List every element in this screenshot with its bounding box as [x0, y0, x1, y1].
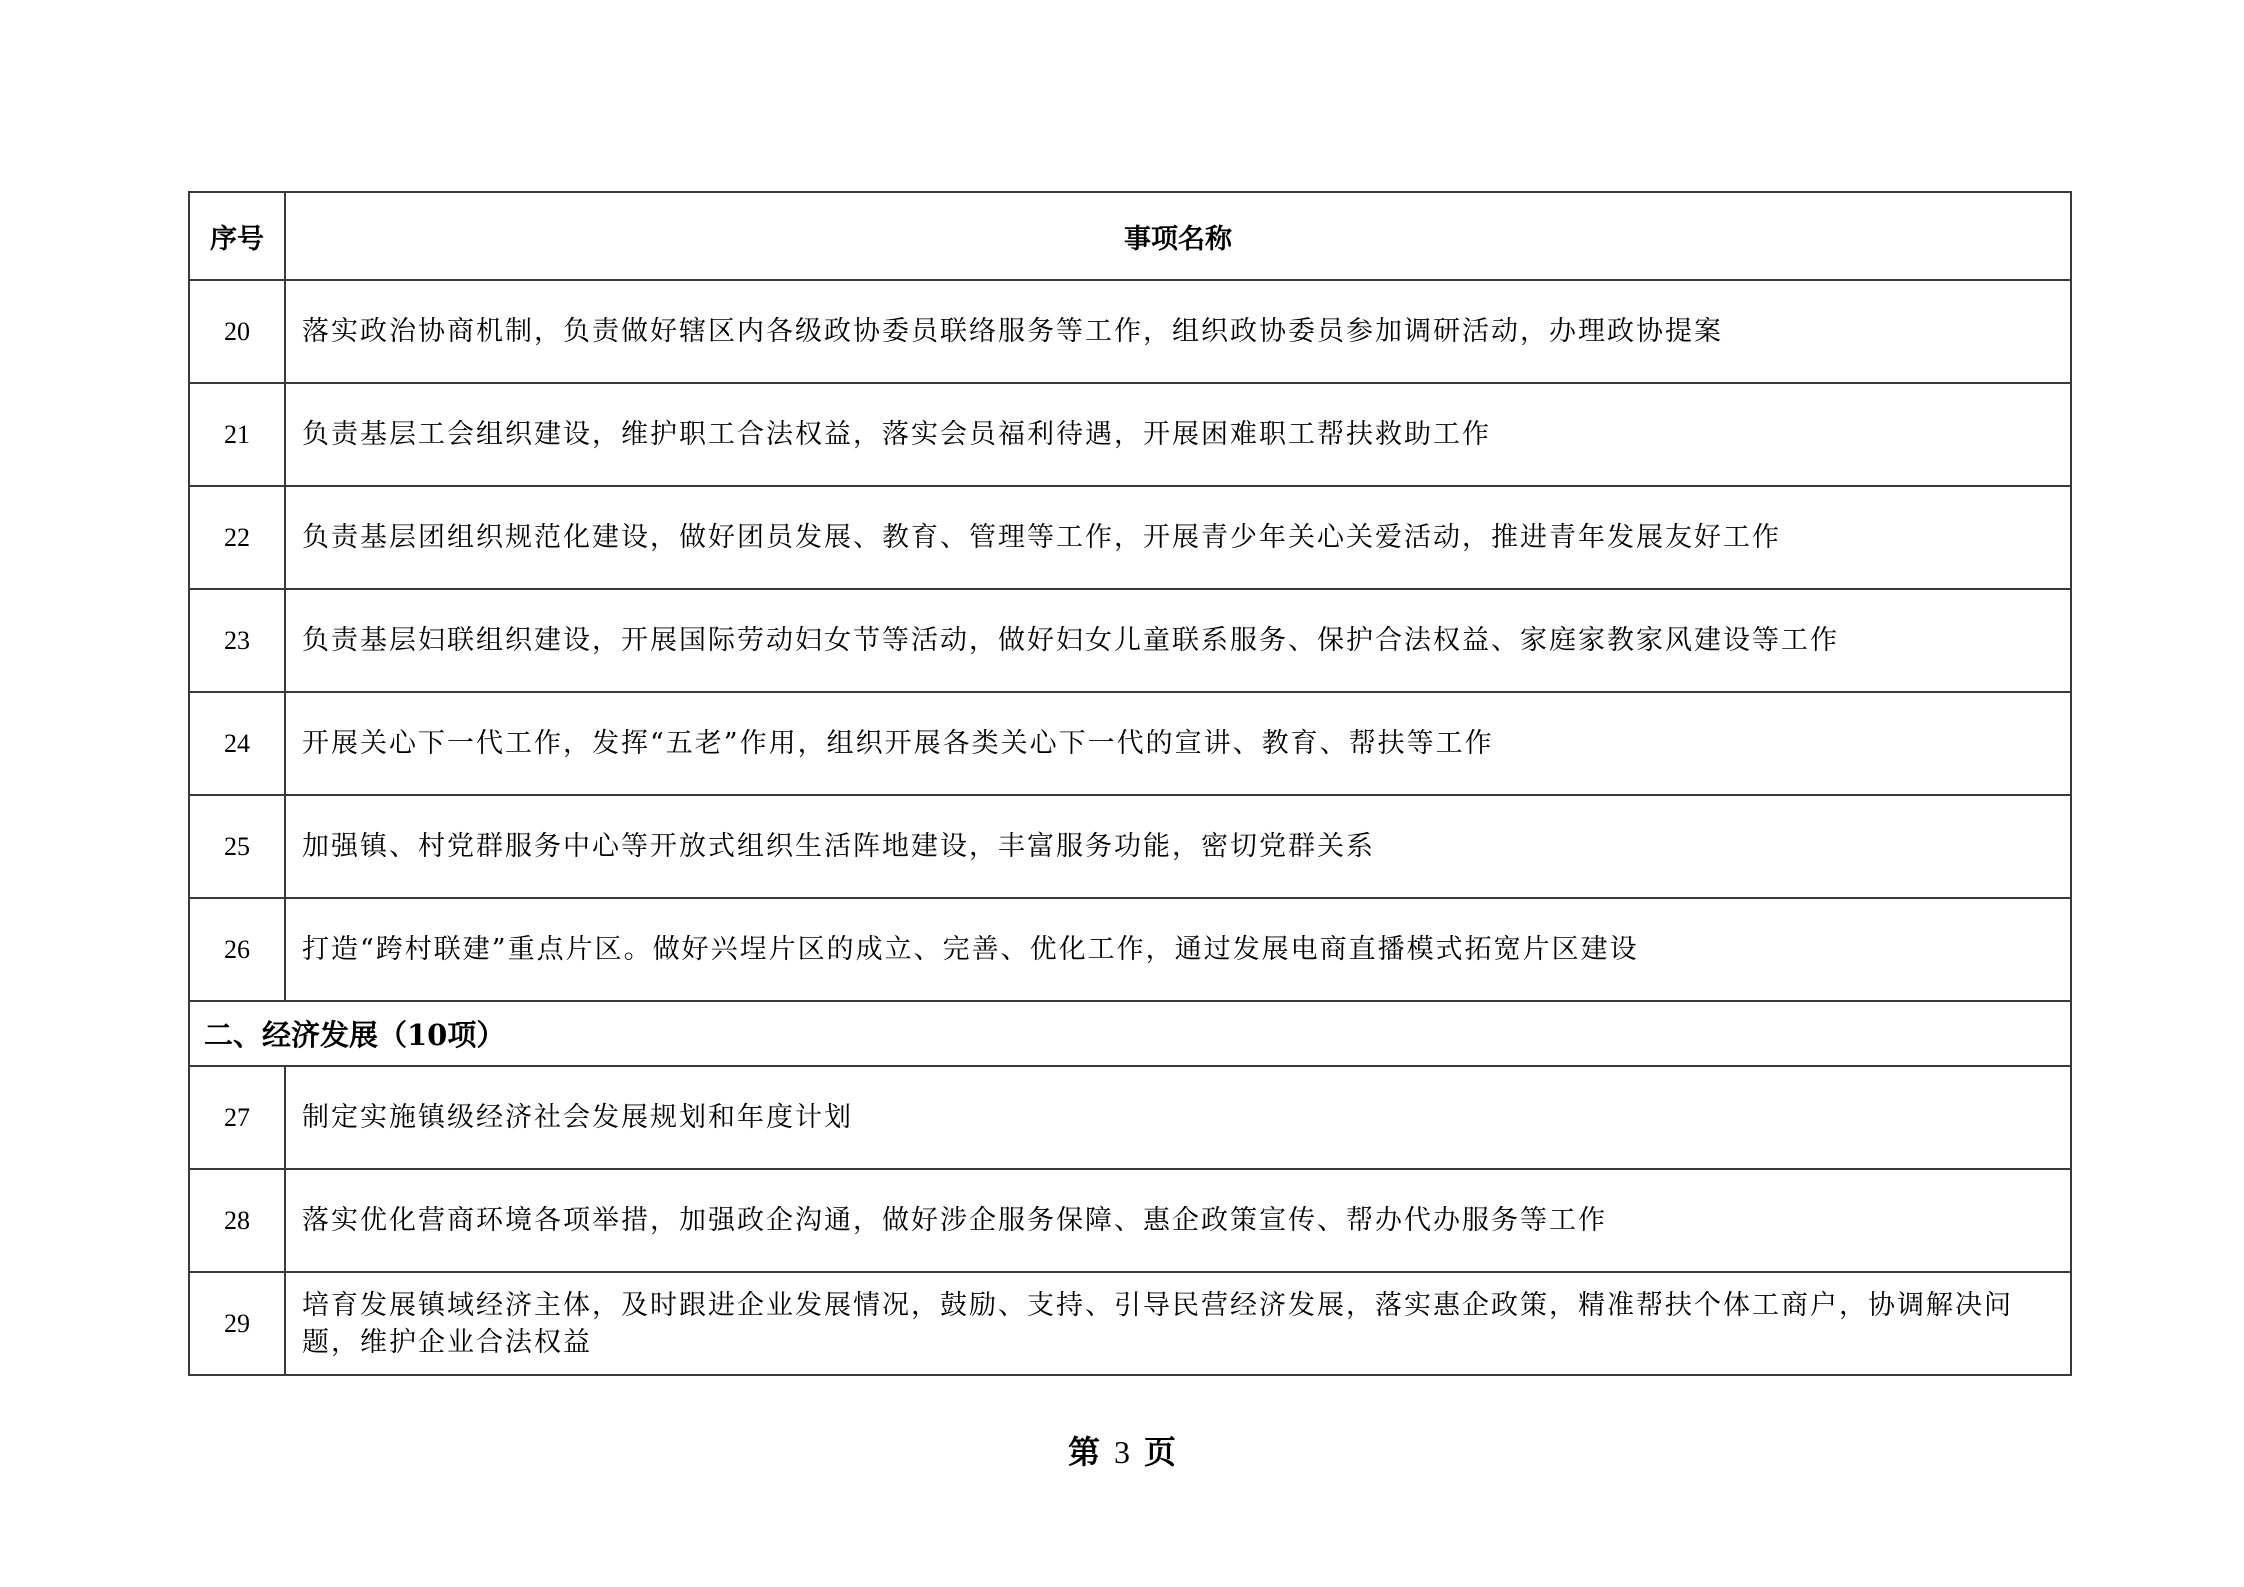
table-row: [189, 795, 2071, 898]
table-row: [189, 1169, 2071, 1272]
row-seq: 22: [189, 486, 285, 589]
page-number-prefix: 第: [1067, 1433, 1100, 1471]
row-matter-name: 制定实施镇级经济社会发展规划和年度计划: [285, 1066, 2071, 1169]
section-heading-row: [189, 1001, 2071, 1066]
row-seq: 27: [189, 1066, 285, 1169]
table-row: [189, 692, 2071, 795]
row-matter-name: 负责基层团组织规范化建设，做好团员发展、教育、管理等工作，开展青少年关心关爱活动，推进青年发展友好工作: [285, 486, 2071, 589]
row-matter-name: 负责基层妇联组织建设，开展国际劳动妇女节等活动，做好妇女儿童联系服务、保护合法权益、家庭家教家风建设等工作: [285, 589, 2071, 692]
page-number-suffix: 页: [1144, 1433, 1177, 1471]
table-row: [189, 383, 2071, 486]
header-seq: 序号: [189, 192, 285, 280]
row-seq: 25: [189, 795, 285, 898]
table-row: [189, 280, 2071, 383]
table-row: [189, 898, 2071, 1001]
table-body: [189, 280, 2071, 1375]
matters-table: [188, 191, 2072, 1376]
row-matter-name: 落实政治协商机制，负责做好辖区内各级政协委员联络服务等工作，组织政协委员参加调研活动，办理政协提案: [285, 280, 2071, 383]
row-matter-name: 打造“跨村联建”重点片区。做好兴埕片区的成立、完善、优化工作，通过发展电商直播模式拓宽片区建设: [285, 898, 2071, 1001]
row-matter-name: 培育发展镇域经济主体，及时跟进企业发展情况，鼓励、支持、引导民营经济发展，落实惠企政策，精准帮扶个体工商户，协调解决问题，维护企业合法权益: [285, 1272, 2071, 1375]
table-row: [189, 589, 2071, 692]
table-row: [189, 1066, 2071, 1169]
section-heading: 二、经济发展（10项）: [189, 1001, 2071, 1066]
row-matter-name: 加强镇、村党群服务中心等开放式组织生活阵地建设，丰富服务功能，密切党群关系: [285, 795, 2071, 898]
row-matter-name: 负责基层工会组织建设，维护职工合法权益，落实会员福利待遇，开展困难职工帮扶救助工作: [285, 383, 2071, 486]
row-matter-name: 落实优化营商环境各项举措，加强政企沟通，做好涉企服务保障、惠企政策宣传、帮办代办服务等工作: [285, 1169, 2071, 1272]
row-seq: 24: [189, 692, 285, 795]
page-number-value: 3: [1114, 1434, 1130, 1470]
row-seq: 28: [189, 1169, 285, 1272]
table-header: [189, 192, 2071, 280]
page-number: [0, 1427, 2244, 1473]
row-seq: 23: [189, 589, 285, 692]
table-row: [189, 1272, 2071, 1375]
header-name: 事项名称: [285, 192, 2071, 280]
row-seq: 20: [189, 280, 285, 383]
table-row: [189, 486, 2071, 589]
row-seq: 29: [189, 1272, 285, 1375]
row-seq: 26: [189, 898, 285, 1001]
row-matter-name: 开展关心下一代工作，发挥“五老”作用，组织开展各类关心下一代的宣讲、教育、帮扶等工作: [285, 692, 2071, 795]
row-seq: 21: [189, 383, 285, 486]
